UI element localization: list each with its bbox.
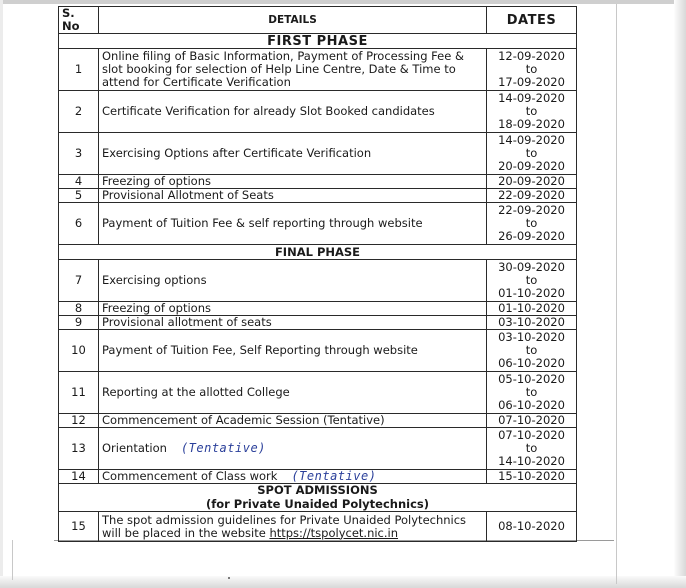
row-details-line: Online filing of Basic Information, Payment of Processing Fee & (102, 49, 464, 63)
row-sno: 11 (59, 372, 99, 414)
row-date: 20-09-2020 (487, 175, 577, 189)
table-row (59, 302, 577, 316)
row-date-range (487, 203, 577, 245)
date-to: 01-10-2020 (498, 286, 565, 300)
date-to-word: to (525, 216, 538, 230)
spot-admissions-heading (59, 484, 577, 512)
table-row (59, 470, 577, 484)
row-date: 08-10-2020 (487, 512, 577, 542)
table-row (59, 372, 577, 414)
date-from: 12-09-2020 (498, 49, 565, 63)
row-sno: 8 (59, 302, 99, 316)
date-to-word: to (525, 441, 538, 455)
row-details (99, 428, 487, 470)
date-to: 06-10-2020 (498, 398, 565, 412)
row-date: 07-10-2020 (487, 414, 577, 428)
header-dates: DATES (487, 7, 577, 34)
row-details-prefix: will be placed in the website (102, 525, 270, 540)
date-from: 22-09-2020 (498, 203, 565, 217)
row-sno: 14 (59, 470, 99, 484)
row-sno: 4 (59, 175, 99, 189)
row-details: Freezing of options (99, 302, 487, 316)
row-date: 22-09-2020 (487, 189, 577, 203)
row-date: 03-10-2020 (487, 316, 577, 330)
row-details-line: The spot admission guidelines for Private Unaided Polytechnics (102, 512, 467, 527)
row-date-range (487, 260, 577, 302)
date-to: 26-09-2020 (498, 229, 565, 243)
row-details: Payment of Tuition Fee, Self Reporting through website (99, 330, 487, 372)
row-date-range (487, 49, 577, 91)
date-to: 18-09-2020 (498, 117, 565, 131)
spot-admissions-row (59, 484, 577, 512)
date-to: 20-09-2020 (498, 159, 565, 173)
frame-right (616, 4, 617, 584)
row-date: 01-10-2020 (487, 302, 577, 316)
first-phase-heading: FIRST PHASE (59, 34, 577, 49)
table-row (59, 189, 577, 203)
date-from: 03-10-2020 (498, 330, 565, 344)
row-sno: 3 (59, 133, 99, 175)
row-sno: 2 (59, 91, 99, 133)
admission-schedule-table (58, 6, 577, 542)
date-to-word: to (525, 385, 538, 399)
row-details-line (102, 527, 483, 540)
date-to-word: to (525, 62, 538, 76)
date-from: 05-10-2020 (498, 372, 565, 386)
date-to: 17-09-2020 (498, 75, 565, 89)
row-sno: 15 (59, 512, 99, 542)
row-sno: 13 (59, 428, 99, 470)
row-details: Provisional allotment of seats (99, 316, 487, 330)
row-details: Freezing of options (99, 175, 487, 189)
date-from: 30-09-2020 (498, 260, 565, 274)
date-to-word: to (525, 146, 538, 160)
row-sno: 6 (59, 203, 99, 245)
website-link[interactable]: https://tspolycet.nic.in (269, 525, 399, 540)
date-to-word: to (525, 273, 538, 287)
date-from: 14-09-2020 (498, 133, 565, 147)
table-row (59, 260, 577, 302)
speck-mark (228, 577, 230, 579)
row-details: Commencement of Academic Session (Tentative) (99, 414, 487, 428)
row-details: Exercising Options after Certificate Verification (99, 133, 487, 175)
date-to-word: to (525, 343, 538, 357)
table-row (59, 133, 577, 175)
date-to: 14-10-2020 (498, 454, 565, 468)
row-sno: 7 (59, 260, 99, 302)
page-edge-right (674, 0, 686, 588)
date-to: 06-10-2020 (498, 356, 565, 370)
first-phase-row (59, 34, 577, 49)
row-date-range (487, 330, 577, 372)
row-details-line: slot booking for selection of Help Line Centre, Date & Time to (102, 62, 456, 76)
row-details (99, 512, 487, 542)
spot-admissions-title: SPOT ADMISSIONS (257, 483, 378, 497)
final-phase-row (59, 245, 577, 260)
table-row (59, 203, 577, 245)
row-details-text: Commencement of Class work (102, 469, 278, 483)
row-sno: 1 (59, 49, 99, 91)
table-row (59, 175, 577, 189)
row-date-range (487, 428, 577, 470)
row-sno: 12 (59, 414, 99, 428)
header-details: DETAILS (99, 7, 487, 34)
spot-admissions-subtitle: (for Private Unaided Polytechnics) (205, 496, 430, 511)
row-sno: 9 (59, 316, 99, 330)
page-edge-left (0, 0, 3, 588)
row-sno: 5 (59, 189, 99, 203)
row-date-range (487, 133, 577, 175)
date-to-word: to (525, 104, 538, 118)
row-details (99, 470, 487, 484)
row-details: Payment of Tuition Fee & self reporting through website (99, 203, 487, 245)
handwritten-tentative-note: (Tentative) (291, 469, 377, 483)
row-date: 15-10-2020 (487, 470, 577, 484)
table-row (59, 512, 577, 542)
handwritten-tentative-note: (Tentative) (180, 441, 266, 455)
row-date-range (487, 91, 577, 133)
table-row (59, 49, 577, 91)
frame-left (12, 540, 13, 580)
row-details-text: Orientation (102, 441, 167, 455)
table-row (59, 316, 577, 330)
header-sno: S. No (59, 7, 99, 34)
row-date-range (487, 372, 577, 414)
table-row (59, 330, 577, 372)
row-details: Exercising options (99, 260, 487, 302)
final-phase-heading: FINAL PHASE (59, 245, 577, 260)
row-details (99, 49, 487, 91)
table-row (59, 414, 577, 428)
row-details: Reporting at the allotted College (99, 372, 487, 414)
header-row (59, 7, 577, 34)
row-sno: 10 (59, 330, 99, 372)
date-from: 14-09-2020 (498, 91, 565, 105)
table-row (59, 428, 577, 470)
page-edge-top (0, 0, 686, 4)
page-edge-bottom (0, 576, 686, 588)
date-from: 07-10-2020 (498, 428, 565, 442)
row-details-line: attend for Certificate Verification (102, 75, 291, 89)
table-row (59, 91, 577, 133)
row-details: Provisional Allotment of Seats (99, 189, 487, 203)
row-details: Certificate Verification for already Slot Booked candidates (99, 91, 487, 133)
